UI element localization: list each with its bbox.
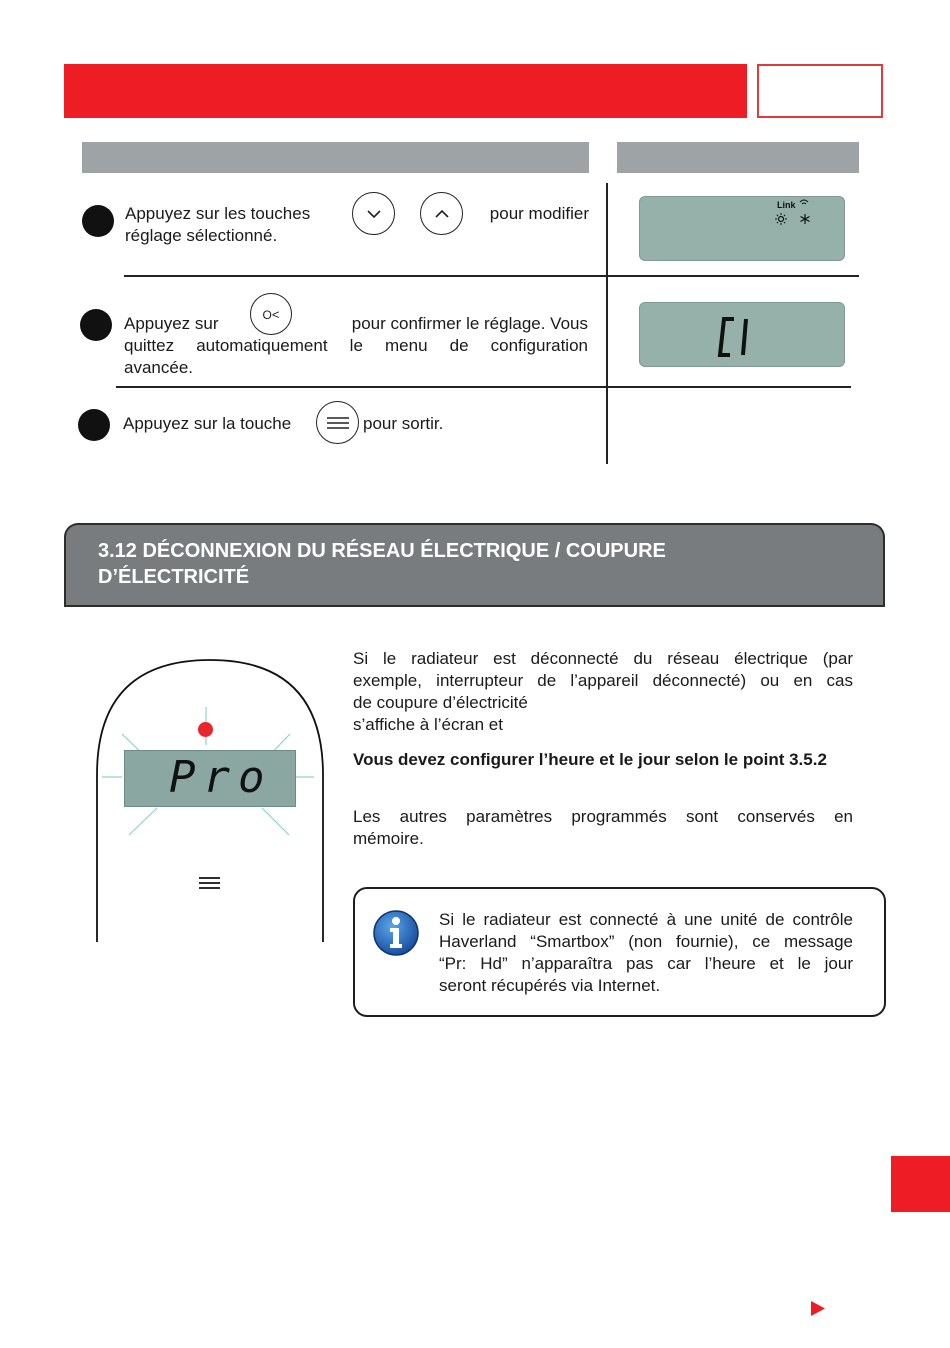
step-3-prefix: Appuyez sur la touche [123, 414, 292, 433]
header-page-box [757, 64, 883, 118]
menu-icon [326, 417, 350, 429]
chevron-up-icon [434, 209, 450, 219]
section-title-line2: D’ÉLECTRICITÉ [98, 566, 250, 588]
link-indicator: Link [777, 200, 796, 210]
step-2-line3: avancée. [124, 358, 193, 377]
header-red-bar [64, 64, 747, 118]
table-header-action [82, 142, 589, 173]
step-2-prefix: Appuyez sur [124, 314, 219, 333]
sun-icon [775, 213, 787, 225]
menu-icon[interactable] [199, 877, 220, 889]
info-icon [372, 909, 420, 957]
chevron-down-icon [366, 209, 382, 219]
table-row-divider [116, 386, 851, 388]
info-note-text [439, 909, 853, 997]
note-line: Si le radiateur est connecté à une unité de contrôle [439, 910, 853, 929]
paragraph-line: Si le radiateur est déconnecté du réseau électrique (par [353, 649, 853, 668]
section-title-line1: 3.12 DÉCONNEXION DU RÉSEAU ÉLECTRIQUE / COUPURE [98, 540, 666, 562]
lcd-display-step-1 [639, 196, 845, 261]
remote-indicator-light [198, 722, 213, 737]
lcd-display-step-2 [639, 302, 845, 367]
paragraph-line: Les autres paramètres programmés sont conservés en [353, 807, 853, 826]
paragraph-configure: Vous devez configurer l’heure et le jour selon le point 3.5.2 [353, 750, 827, 769]
note-line: “Pr: Hd” n’apparaîtra pas car l’heure et le jour [439, 954, 853, 973]
remote-display-text: Pro [169, 752, 273, 803]
wifi-icon [799, 198, 809, 206]
next-page-arrow-icon[interactable] [810, 1300, 826, 1317]
down-button[interactable] [352, 192, 395, 235]
step-1-prefix: Appuyez sur les touches [125, 204, 311, 223]
snowflake-icon [801, 214, 810, 224]
step-bullet [78, 409, 110, 441]
step-2-line2: quittez automatiquement le menu de configuration [124, 336, 588, 355]
step-1-suffix: pour modifier [489, 204, 589, 223]
paragraph-disconnect [353, 648, 853, 736]
table-header-display [617, 142, 859, 173]
note-line: Haverland “Smartbox” (non fournie), ce message [439, 932, 853, 951]
menu-button[interactable] [316, 401, 359, 444]
lcd-text-c1 [716, 315, 756, 359]
paragraph-line: de coupure d’électricité [353, 693, 528, 712]
ok-button-label: O< [262, 306, 280, 322]
table-row-divider [124, 275, 859, 277]
step-2-suffix: pour confirmer le réglage. Vous [351, 314, 588, 333]
note-line: seront récupérés via Internet. [439, 976, 661, 995]
ok-button[interactable] [250, 293, 292, 335]
step-3-suffix: pour sortir. [363, 414, 444, 433]
up-button[interactable] [420, 192, 463, 235]
paragraph-line: mémoire. [353, 829, 424, 848]
section-title [98, 538, 818, 590]
paragraph-memory [353, 806, 853, 850]
step-1-line2: réglage sélectionné. [125, 226, 278, 245]
table-column-divider [606, 183, 608, 464]
step-bullet [80, 309, 112, 341]
side-chapter-tab [891, 1156, 950, 1212]
remote-lcd-display [124, 750, 296, 807]
moon-icon [790, 214, 795, 224]
step-bullet [82, 205, 114, 237]
paragraph-line: s’affiche à l’écran et [353, 715, 503, 734]
paragraph-line: exemple, interrupteur de l’appareil déconnecté) ou en cas [353, 671, 853, 690]
